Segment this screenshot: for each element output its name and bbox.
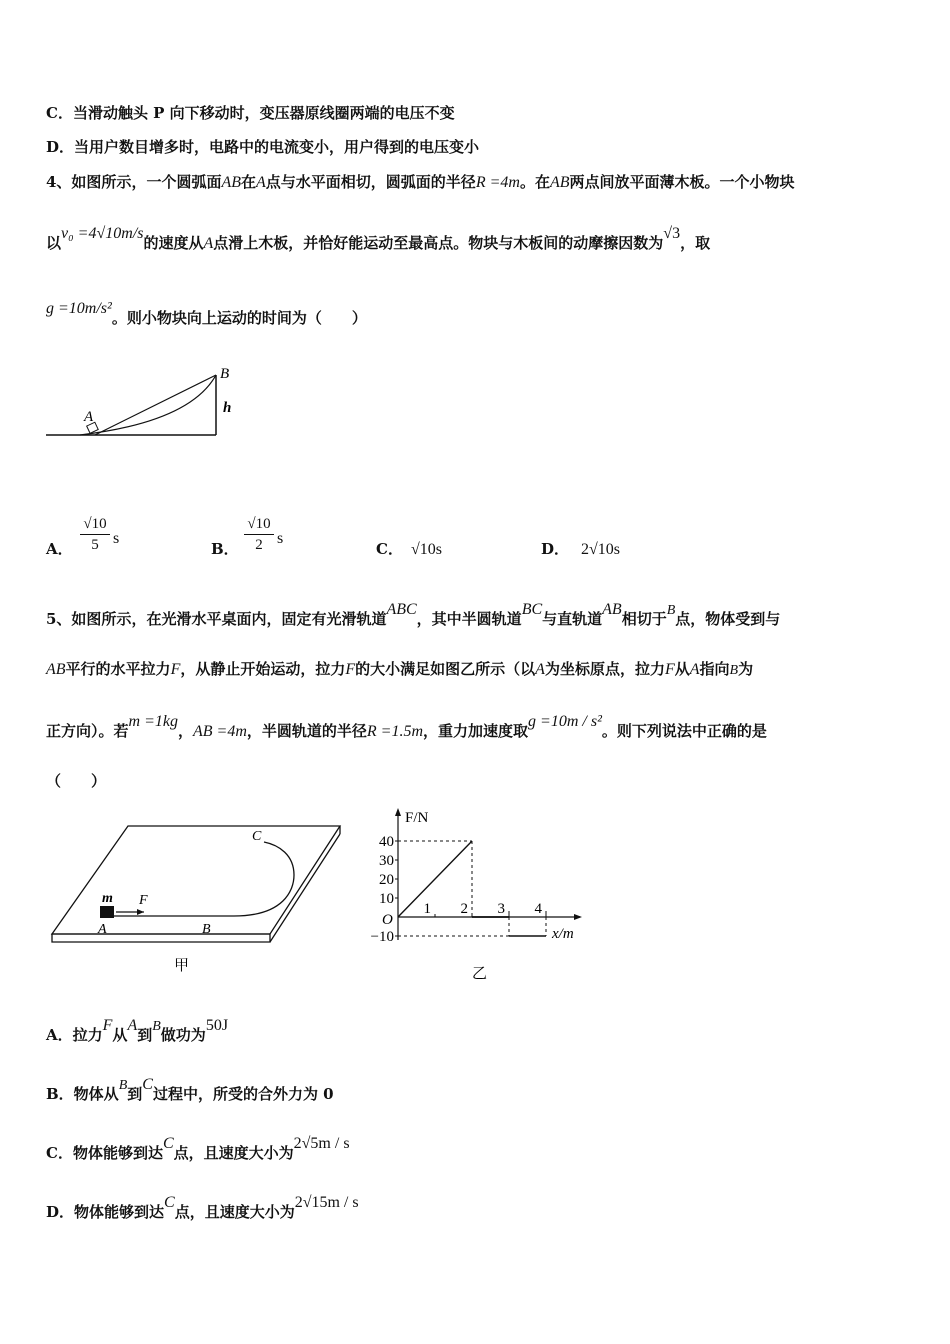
q4-option-b-unit: s: [277, 530, 284, 547]
y-tick-label: −10: [370, 929, 394, 945]
y-tick-label: 30: [379, 853, 394, 869]
caption-yi: 乙: [472, 966, 488, 980]
label-m: m: [102, 891, 113, 906]
x-tick-label: 3: [497, 901, 505, 917]
q5-option-c[interactable]: C．物体能够到达C点，且速度大小为2√5m / s: [46, 1135, 350, 1162]
q5-line-4: （ ）: [46, 772, 107, 790]
q4-line-1: 4、如图所示，一个圆弧面AB在A点与水平面相切，圆弧面的半径R =4m。在AB两点间放平面薄木板。一个小物块: [46, 173, 795, 191]
y-tick-label: 20: [379, 872, 394, 888]
y-axis-label: F/N: [405, 810, 429, 826]
q4-line-3: g =10m/s²。则小物块向上运动的时间为（ ）: [46, 300, 367, 327]
q4-option-b[interactable]: B．: [211, 540, 239, 558]
q5-line-3: 正方向）。若m =1kg，AB =4m，半圆轨道的半径R =1.5m，重力加速度取g =10m / s²。则下列说法中正确的是: [46, 713, 767, 740]
label-b: B: [220, 366, 230, 382]
caption-jia: 甲: [174, 958, 190, 974]
q5-option-b[interactable]: B．物体从B到C过程中，所受的合外力为 0: [46, 1076, 334, 1103]
label-f: F: [139, 893, 148, 908]
q5-line-1: 5、如图所示，在光滑水平桌面内，固定有光滑轨道ABC，其中半圆轨道BC与直轨道AB相切于B点，物体受到与: [46, 601, 781, 628]
x-tick-label: 2: [460, 901, 468, 917]
x-tick-label: 1: [423, 901, 431, 917]
y-axis-arrow: [395, 808, 401, 816]
q5-chart-yi: [360, 800, 600, 980]
option-d-prev: D．当用户数目增多时，电路中的电流变小，用户得到的电压变小: [46, 138, 480, 156]
y-tick-label: 10: [379, 891, 394, 907]
x-axis-label: x/m: [552, 926, 574, 942]
origin-label: O: [382, 912, 393, 928]
label-c: C: [252, 829, 262, 844]
label-a: A: [84, 409, 94, 425]
option-c-prev: C．当滑动触头 P 向下移动时，变压器原线圈两端的电压不变: [46, 104, 455, 122]
y-tick-label: 40: [379, 834, 394, 850]
q5-line-2: AB平行的水平拉力F，从静止开始运动，拉力F的大小满足如图乙所示（以A为坐标原点，拉力F从A指向B为: [46, 660, 754, 678]
q5-option-d[interactable]: D．物体能够到达C点，且速度大小为2√15m / s: [46, 1194, 359, 1221]
q5-option-a[interactable]: A．拉力F从A到B做功为50J: [46, 1017, 229, 1044]
q4-option-a-fraction: √10 5: [80, 514, 110, 555]
q5-figure-jia: [44, 820, 354, 980]
label-b: B: [202, 922, 211, 937]
q4-option-d[interactable]: D． 2√10s: [541, 540, 621, 558]
x-axis-arrow: [574, 914, 582, 920]
label-h: h: [223, 400, 232, 416]
x-tick-label: 4: [534, 901, 542, 917]
label-a: A: [98, 922, 107, 937]
q4-option-a-unit: s: [113, 530, 120, 547]
q4-option-b-fraction: √10 2: [244, 514, 274, 555]
q4-line-2: 以v₀ =4√10m/s的速度从A点滑上木板，并恰好能运动至最高点。物块与木板间的动摩擦因数为√3，取: [46, 225, 711, 252]
q4-figure: [40, 360, 260, 450]
q4-option-c[interactable]: C． √10s: [376, 540, 442, 558]
q4-option-a[interactable]: A．: [46, 540, 73, 558]
